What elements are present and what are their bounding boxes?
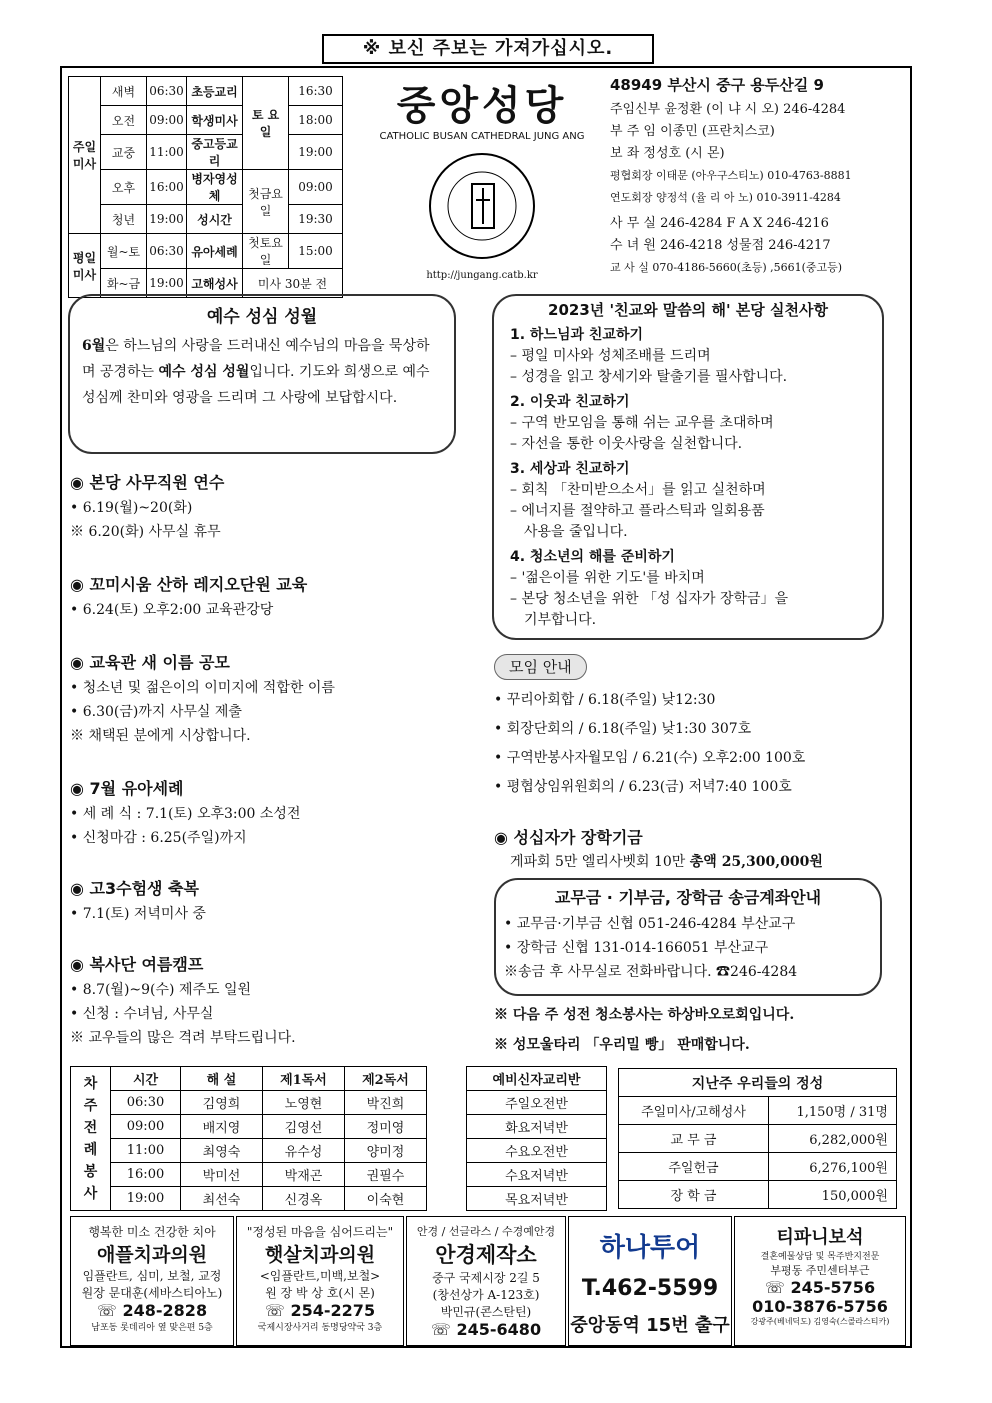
notice-banner: ※ 보신 주보는 가져가십시오. [322,34,654,64]
liturgy-schedule-table: 차 주 전 례 봉 사 시간 해 설 제1독서 제2독서 06:30 김영희 노영현 박진희 09:00 배지영 김영선 정미영 11:00 최영숙 유수성 양미정 16:00 박미선 박재곤 권필수 19:00 최선숙 신경옥 이숙현 [70,1066,427,1211]
item-staff-training: ◉ 본당 사무직원 연수 • 6.19(월)~20(화) ※ 6.20(화) 사무실 휴무 [70,473,225,540]
item-summer-camp: ◉ 복사단 여름캠프 • 8.7(월)~9(수) 제주도 일원 • 신청 : 수녀님, 사무실 ※ 교우들의 많은 격려 부탁드립니다. [70,955,296,1046]
ad-tiffany-jewelry: 티파니보석 결혼예물상담 및 목주반지전문 부평동 주민센터부근 ☏ 245-5756 010-3876-5756 강광주(베네딕도) 김영숙(스콜라스티카) [734,1216,906,1346]
bulletin-frame [60,66,912,1348]
item-infant-baptism: ◉ 7월 유아세례 • 세 례 식 : 7.1(토) 오후3:00 소성전 • 신청마감 : 6.25(주일)까지 [70,779,301,846]
ad-apple-dental: 행복한 미소 건강한 치아 애플치과의원 임플란트, 심미, 보철, 교정 원장 문대훈(세바스티아노) ☏ 248-2828 남포동 롯데리아 옆 맞은편 5층 [70,1216,234,1346]
catechism-table: 예비신자교리반 주일오전반 화요저녁반 수요오전반 수요저녁반 목요저녁반 [466,1066,607,1211]
item-name-contest: ◉ 교육관 새 이름 공모 • 청소년 및 젊은이의 이미지에 적합한 이름 • 6.30(금)까지 사무실 제출 ※ 채택된 분에게 시상합니다. [70,653,335,744]
office-phones: 사 무 실 246-4284 F A X 246-4216 수 녀 원 246-4218 성물점 246-4217 교 사 실 070-4186-5660(초등) ,5661(중고등) [610,216,843,274]
sunday-label: 주일 미사 [69,77,101,234]
contact-block: 48949 부산시 중구 용두산길 9 주임신부 윤정환 (이 냐 시 오) 246-4284 부 주 임 이종민 (프란치스코) 보 좌 정성호 (시 몬) 평협회장 이태문 (아우구스티노) 010-4763-8881 연도회장 양정석 (율 리 아 노) 010-3911-4284 사 무 실 246-4284 F A X 246-4216 수 녀 원 246-4218 성물점 246-4217 교 사 실 070-4186-5660(초등) ,5661(중고등) [610,74,910,279]
item-legio-education: ◉ 꼬미시움 산하 레지오단원 교육 • 6.24(토) 오후2:00 교육관강당 [70,575,308,618]
practice-box: 2023년 '친교와 말씀의 해' 본당 실천사항 1. 하느님과 친교하기 – 평일 미사와 성체조배를 드리며 – 성경을 읽고 창세기와 탈출기를 필사합니다. 2. 이웃과 친교하기 – 구역 반모임을 통해 쉬는 교우를 초대하며 – 자선을 통한 이웃사랑을 실천합니다. 3. 세상과 친교하기 – 회칙 「찬미받으소서」를 읽고 실천하며 – 에너지를 절약하고 플라스틱과 일회용품 사용을 줄입니다. 4. 청소년의 해를 준비하기 – '젊은이를 위한 기도'를 바치며 – 본당 청소년을 위한 「성 십자가 장학금」을 기부합니다. [492,294,884,640]
ad-sunshine-dental: "정성된 마음을 심어드리는" 햇살치과의원 <임플란트,미백,보철> 원 장 박 상 호(시 몬) ☏ 254-2275 국제시장사거리 동명당약국 3층 [236,1216,404,1346]
church-seal-icon [422,146,542,266]
church-header: 중앙성당 CATHOLIC BUSAN CATHEDRAL JUNG ANG http://jungang.catb.kr [367,74,597,281]
ad-glasses-shop: 안경 / 선글라스 / 수경예안경 안경제작소 중구 국제시장 2길 5 (창선상가 A-123호) 박민규(콘스탄틴) ☏ 245-6480 [406,1216,566,1346]
saturday-label: 토 요 일 [243,77,289,170]
account-box: 교무금 · 기부금, 장학금 송금계좌안내 • 교무금·기부금 신협 051-246-4284 부산교구 • 장학금 신협 131-014-166051 부산교구 ※송금 후 사무실로 전화바랍니다. ☎246-4284 [494,878,882,996]
next-week-notes: ※ 다음 주 성전 청소봉사는 하상바오로회입니다. ※ 성모울타리 「우리밀 빵」 판매합니다. [494,1007,795,1053]
offering-table: 지난주 우리들의 정성 주일미사/고해성사 1,150명 / 31명 교 무 금 6,282,000원 주일헌금 6,276,100원 장 학 금 150,000원 [618,1068,897,1209]
weekday-label: 평일 미사 [69,234,101,298]
ad-hanatour: 하나투어 T.462-5599 중앙동역 15번 출구 [568,1216,732,1346]
scholarship-section: ◉ 성십자가 장학기금 게파회 5만 엘리사벳회 10만 총액 25,300,000원 [494,828,823,870]
church-name: 중앙성당 [396,83,568,129]
item-exam-blessing: ◉ 고3수험생 축복 • 7.1(토) 저녁미사 중 [70,879,206,922]
staff-list: 주임신부 윤정환 (이 냐 시 오) 246-4284 부 주 임 이종민 (프란치스코) 보 좌 정성호 (시 몬) 평협회장 이태문 (아우구스티노) 010-4763-8881 연도회장 양정석 (율 리 아 노) 010-3911-4284 [610,102,852,204]
mass-times-table: 주일 미사 새벽 06:30 초등교리 토 요 일 16:30 오전 09:00 학생미사 18:00 교중 11:00 중고등교리 19:00 오후 16:00 병자영성체 첫금요일 09:00 청년 19:00 성시간 19:30 평일 미사 월~토 06:30 유아세례 첫토요일 15:00 화~금 19:00 고해성사 미사 30분 전 [68,76,343,298]
june-devotion-box: 예수 성심 성월 6월은 하느님의 사랑을 드러내신 예수님의 마음을 묵상하며 공경하는 예수 성심 성월입니다. 기도와 희생으로 예수 성심께 찬미와 영광을 드리며 그 사랑에 보답합시다. [68,294,456,454]
meeting-section: 모임 안내 • 꾸리아회합 / 6.18(주일) 낮12:30 • 회장단회의 / 6.18(주일) 낮1:30 307호 • 구역반봉사자월모임 / 6.21(수) 오후2:00 100호 • 평협상임위원회의 / 6.23(금) 저녁7:40 100호 [494,654,914,802]
